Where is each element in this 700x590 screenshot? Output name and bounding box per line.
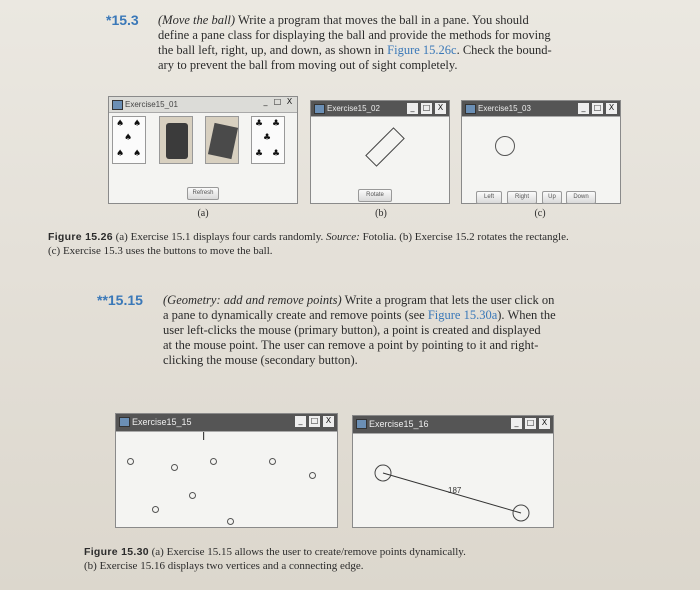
playing-card: [112, 116, 146, 164]
maximize-icon[interactable]: □: [273, 97, 282, 106]
close-icon[interactable]: X: [286, 97, 293, 106]
caption-text: (b) Exercise 15.2 rotates the rectangle.: [399, 231, 569, 243]
figure-15-30-caption: [84, 545, 644, 573]
caption-source-label: Source:: [326, 231, 360, 243]
minimize-icon[interactable]: _: [294, 415, 307, 428]
exercise-15-15-number: [97, 292, 143, 310]
club-icon: ♣: [255, 149, 264, 159]
exercise-number: *15.3: [106, 12, 139, 28]
exercise-line: the ball left, right, up, and down, as shown in: [158, 43, 385, 57]
exercise-15-15-text: [163, 293, 593, 368]
ball: [495, 136, 515, 156]
caption-text: (a) Exercise 15.15 allows the user to create/remove points dynamically.: [151, 546, 466, 558]
exercise-title: (Geometry: add and remove points): [163, 293, 342, 307]
caption-text: (a) Exercise 15.1 displays four cards randomly.: [115, 231, 324, 243]
playing-card-face: [205, 116, 239, 164]
exercise-line: clicking the mouse (secondary button).: [163, 353, 358, 367]
face-card-figure: [166, 123, 188, 159]
close-icon[interactable]: X: [605, 102, 618, 115]
exercise-15-3-text: [158, 13, 598, 73]
figure-label: Figure 15.26: [48, 231, 113, 243]
app-icon: [112, 100, 123, 110]
spade-icon: ♠: [116, 149, 125, 159]
app-icon: [465, 104, 476, 114]
exercise-line: a pane to dynamically create and remove points (see: [163, 308, 425, 322]
close-icon[interactable]: X: [322, 415, 335, 428]
sublabel-b: (b): [375, 208, 387, 219]
right-button[interactable]: Right: [507, 191, 537, 204]
point[interactable]: [189, 492, 196, 499]
figure-link[interactable]: Figure 15.26c: [387, 43, 457, 57]
minimize-icon[interactable]: _: [510, 417, 523, 430]
window-titlebar: [109, 97, 297, 113]
spade-icon: ♠: [116, 119, 125, 129]
spade-icon: ♠: [133, 119, 142, 129]
point[interactable]: [309, 472, 316, 479]
face-card-figure: [208, 123, 238, 159]
maximize-icon[interactable]: □: [524, 417, 537, 430]
edge-length-label: 187: [448, 486, 462, 495]
club-icon: ♣: [272, 119, 281, 129]
club-icon: ♣: [272, 149, 281, 159]
caption-text: (c) Exercise 15.3 uses the buttons to move the ball.: [48, 245, 273, 257]
exercise-line: Write a program that moves the ball in a pane. You should: [237, 13, 529, 27]
figure-link[interactable]: Figure 15.30a: [427, 308, 498, 322]
minimize-icon[interactable]: _: [263, 97, 268, 106]
exercise-line: at the mouse point. The user can remove a point by pointing to it and right-: [163, 338, 539, 352]
rotate-button[interactable]: Rotate: [358, 189, 392, 202]
window-titlebar: [311, 101, 449, 117]
window-title: Exercise15_02: [327, 104, 380, 113]
sublabel-a: (a): [197, 208, 209, 219]
window-title: Exercise15_16: [369, 419, 429, 429]
exercise-line: Write a program that lets the user click on: [344, 293, 555, 307]
window-exercise15-16: [352, 415, 554, 528]
point[interactable]: [269, 458, 276, 465]
up-button[interactable]: Up: [542, 191, 562, 204]
window-exercise15-15: [115, 413, 338, 528]
spade-icon: ♠: [124, 133, 133, 143]
point[interactable]: [227, 518, 234, 525]
point[interactable]: [210, 458, 217, 465]
exercise-title: (Move the ball): [158, 13, 236, 27]
point[interactable]: [171, 464, 178, 471]
figure-15-26-caption: [48, 230, 668, 258]
window-controls: [260, 97, 295, 108]
window-titlebar: [462, 101, 620, 117]
window-title: Exercise15_03: [478, 104, 531, 113]
point[interactable]: [152, 506, 159, 513]
club-icon: ♣: [263, 133, 272, 143]
minimize-icon[interactable]: _: [406, 102, 419, 115]
figure-label: Figure 15.30: [84, 546, 149, 558]
caption-text: (b) Exercise 15.16 displays two vertices and a connecting edge.: [84, 560, 364, 572]
maximize-icon[interactable]: □: [308, 415, 321, 428]
playing-card: [251, 116, 285, 164]
exercise-number: **15.15: [97, 292, 143, 308]
exercise-line: ary to prevent the ball from moving out of sight completely.: [158, 58, 458, 72]
left-button[interactable]: Left: [476, 191, 502, 204]
club-icon: ♣: [255, 119, 264, 129]
refresh-button[interactable]: Refresh: [187, 187, 219, 200]
window-controls: [406, 102, 447, 115]
window-controls: [294, 415, 335, 428]
window-exercise15-03: [461, 100, 621, 204]
point[interactable]: [127, 458, 134, 465]
sublabel-c: (c): [534, 208, 546, 219]
caption-source: Fotolia.: [362, 231, 397, 243]
maximize-icon[interactable]: □: [591, 102, 604, 115]
rotated-rectangle: [365, 127, 405, 167]
exercise-line: . Check the bound-: [456, 43, 552, 57]
window-exercise15-01: [108, 96, 298, 204]
exercise-line: user left-clicks the mouse (primary button), a point is created and displayed: [163, 323, 541, 337]
exercise-line: define a pane class for displaying the ball and provide the methods for moving: [158, 28, 551, 42]
window-title: Exercise15_01: [125, 100, 178, 109]
exercise-15-3-number: [106, 12, 139, 30]
window-controls: [577, 102, 618, 115]
spade-icon: ♠: [133, 149, 142, 159]
exercise-line: ). When the: [497, 308, 556, 322]
text-cursor-icon: I: [202, 430, 206, 443]
window-title: Exercise15_15: [132, 417, 192, 427]
app-icon: [314, 104, 325, 114]
down-button[interactable]: Down: [566, 191, 596, 204]
window-titlebar: [116, 414, 337, 432]
playing-card-face: [159, 116, 193, 164]
close-icon[interactable]: X: [434, 102, 447, 115]
maximize-icon[interactable]: □: [420, 102, 433, 115]
minimize-icon[interactable]: _: [577, 102, 590, 115]
graph-canvas: [353, 416, 555, 529]
app-icon: [119, 417, 130, 427]
close-icon[interactable]: X: [538, 417, 551, 430]
window-exercise15-02: [310, 100, 450, 204]
